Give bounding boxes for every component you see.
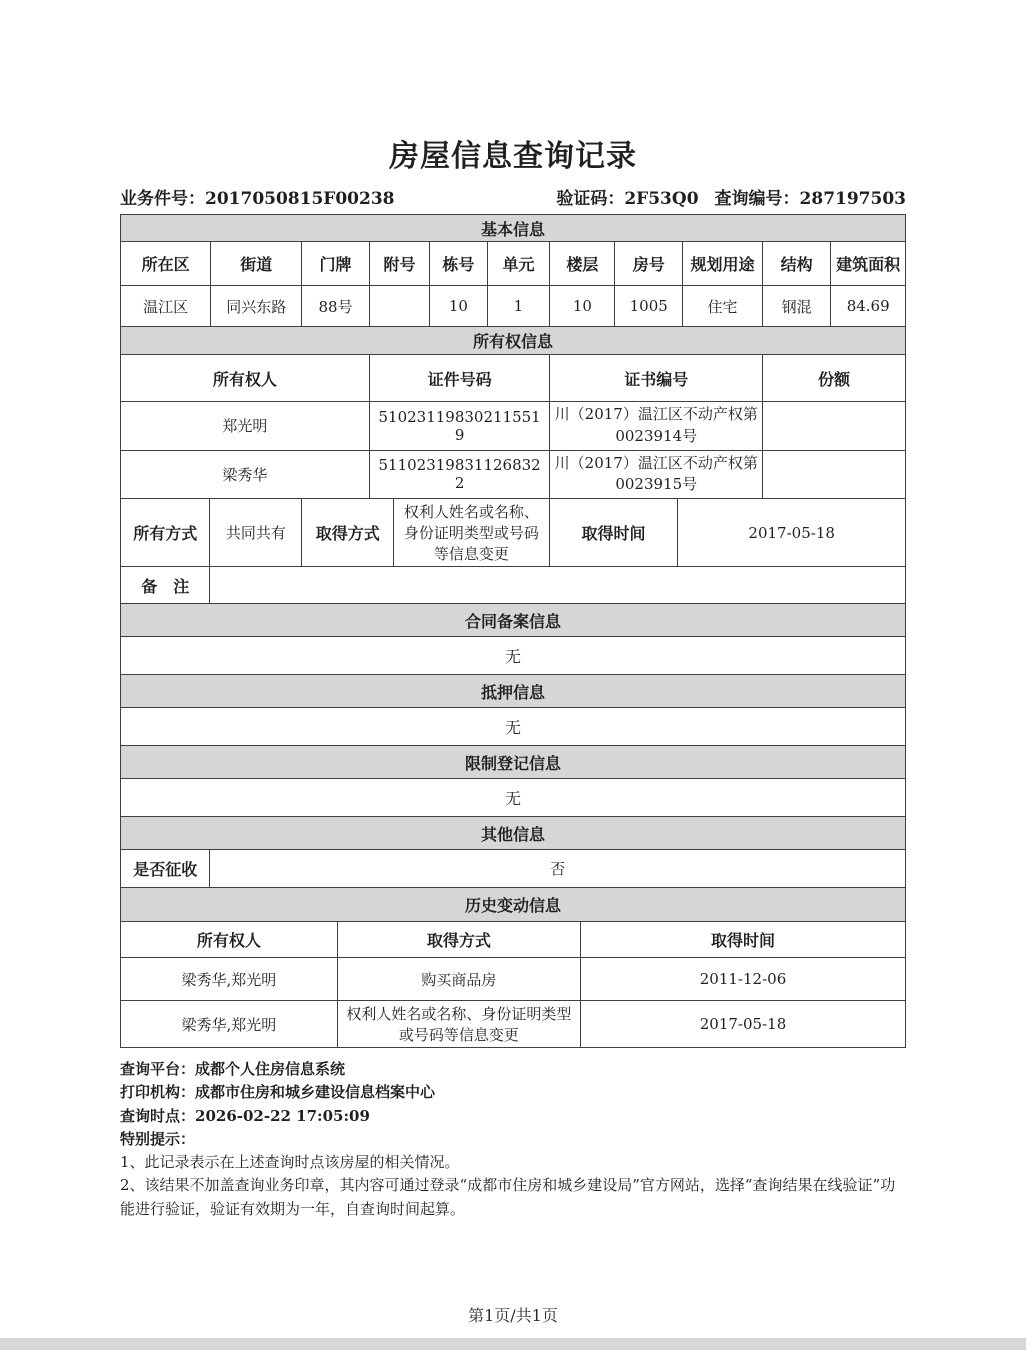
section-header-history: 历史变动信息 <box>120 887 906 922</box>
section-header-ownership: 所有权信息 <box>120 326 906 355</box>
contract-filing-value: 无 <box>120 636 906 675</box>
basic-cell-street: 同兴东路 <box>211 286 302 327</box>
page-title: 房屋信息查询记录 <box>389 139 637 174</box>
query-number-label: 查询编号： <box>714 189 800 209</box>
levy-label: 是否征收 <box>121 850 210 888</box>
query-time-label: 查询时点： <box>120 1106 196 1125</box>
remark-label: 备 注 <box>121 567 210 604</box>
basic-info-header-row <box>121 242 906 286</box>
ownership-mode-row <box>121 499 906 567</box>
query-platform-label: 查询平台： <box>120 1060 196 1078</box>
basic-cell-doorplate: 88号 <box>302 286 370 327</box>
owner-id-number: 510231198302115519 <box>369 402 550 451</box>
acquisition-time-value: 2017-05-18 <box>678 499 906 567</box>
basic-cell-district: 温江区 <box>121 286 211 327</box>
basic-header-doorplate: 门牌 <box>302 242 370 286</box>
history-header-owner: 所有权人 <box>121 922 338 958</box>
owner-name: 梁秀华 <box>121 450 370 499</box>
ownership-mode-value: 共同共有 <box>210 499 302 567</box>
basic-cell-planned-use: 住宅 <box>682 286 762 327</box>
basic-cell-area: 84.69 <box>831 286 906 327</box>
query-platform-value: 成都个人住房信息系统 <box>195 1060 346 1078</box>
section-header-mortgage: 抵押信息 <box>120 674 906 708</box>
basic-header-building: 栋号 <box>430 242 487 286</box>
query-number-value: 287197503 <box>799 189 906 209</box>
ownership-row <box>121 450 906 499</box>
ownership-mode-label: 所有方式 <box>121 499 210 567</box>
history-acq-mode: 权利人姓名或名称、身份证明类型或号码等信息变更 <box>337 1001 580 1048</box>
owner-cert-number: 川（2017）温江区不动产权第0023915号 <box>550 450 763 499</box>
document-footer <box>120 1058 906 1221</box>
document-page <box>120 0 906 1221</box>
history-table <box>120 921 906 1048</box>
basic-header-planned-use: 规划用途 <box>682 242 762 286</box>
levy-table <box>120 849 906 888</box>
section-header-restriction: 限制登记信息 <box>120 745 906 779</box>
business-number-value: 2017050815F00238 <box>205 189 395 209</box>
print-org-line <box>120 1081 906 1104</box>
ownership-header-owner: 所有权人 <box>121 355 370 402</box>
basic-info-table <box>120 241 906 327</box>
acquisition-mode-value: 权利人姓名或名称、身份证明类型或号码等信息变更 <box>394 499 549 567</box>
notice-item-2: 2、该结果不加盖查询业务印章，其内容可通过登录“成都市住房和城乡建设局”官方网站，选择“查询结果在线验证”功能进行验证，验证有效期为一年，自查询时间起算。 <box>120 1176 896 1218</box>
history-owner: 梁秀华,郑光明 <box>121 1001 338 1048</box>
ownership-table <box>120 354 906 499</box>
history-row <box>121 958 906 1001</box>
history-header-acq-time: 取得时间 <box>581 922 906 958</box>
remark-value <box>210 567 906 604</box>
ownership-header-row <box>121 355 906 402</box>
verification-code-label: 验证码： <box>556 189 625 209</box>
business-number-label: 业务件号： <box>120 189 205 209</box>
basic-cell-subno <box>369 286 429 327</box>
page-indicator: 第1页/共1页 <box>468 1306 558 1325</box>
verification-info <box>556 184 906 209</box>
basic-info-data-row <box>121 286 906 327</box>
bottom-strip <box>0 1338 1026 1350</box>
acquisition-time-label: 取得时间 <box>549 499 678 567</box>
owner-share <box>763 402 906 451</box>
business-number <box>120 184 395 209</box>
history-row <box>121 1001 906 1048</box>
acquisition-mode-label: 取得方式 <box>302 499 394 567</box>
ownership-mode-table <box>120 498 906 567</box>
basic-header-unit: 单元 <box>487 242 550 286</box>
restriction-value: 无 <box>120 778 906 817</box>
history-acq-time: 2017-05-18 <box>581 1001 906 1048</box>
query-time-value: 2026-02-22 17:05:09 <box>195 1106 370 1125</box>
owner-name: 郑光明 <box>121 402 370 451</box>
basic-header-room: 房号 <box>615 242 683 286</box>
levy-row <box>121 850 906 888</box>
history-acq-mode: 购买商品房 <box>337 958 580 1001</box>
print-org-value: 成都市住房和城乡建设信息档案中心 <box>195 1083 436 1102</box>
basic-header-subno: 附号 <box>369 242 429 286</box>
ownership-header-share: 份额 <box>763 355 906 402</box>
owner-share <box>763 450 906 499</box>
basic-cell-floor: 10 <box>550 286 615 327</box>
special-notice-label: 特别提示： <box>120 1129 196 1148</box>
query-time-line <box>120 1105 906 1128</box>
levy-value: 否 <box>210 850 906 888</box>
history-header-row <box>121 922 906 958</box>
basic-header-district: 所在区 <box>121 242 211 286</box>
basic-cell-unit: 1 <box>487 286 550 327</box>
basic-cell-room: 1005 <box>615 286 683 327</box>
history-owner: 梁秀华,郑光明 <box>121 958 338 1001</box>
section-header-contract-filing: 合同备案信息 <box>120 603 906 637</box>
basic-cell-building: 10 <box>430 286 487 327</box>
ownership-header-id-number: 证件号码 <box>369 355 550 402</box>
notice-item-1: 1、此记录表示在上述查询时点该房屋的相关情况。 <box>120 1153 460 1171</box>
owner-id-number: 511023198311268322 <box>369 450 550 499</box>
section-header-basic-info: 基本信息 <box>120 214 906 242</box>
ownership-header-cert-number: 证书编号 <box>550 355 763 402</box>
mortgage-value: 无 <box>120 707 906 746</box>
basic-header-structure: 结构 <box>763 242 831 286</box>
query-platform-line <box>120 1058 906 1081</box>
section-header-other-info: 其他信息 <box>120 816 906 850</box>
history-header-acq-mode: 取得方式 <box>337 922 580 958</box>
basic-header-floor: 楼层 <box>550 242 615 286</box>
basic-cell-structure: 钢混 <box>763 286 831 327</box>
print-org-label: 打印机构： <box>120 1083 196 1102</box>
document-meta <box>120 184 906 209</box>
history-acq-time: 2011-12-06 <box>581 958 906 1001</box>
remark-table <box>120 566 906 604</box>
verification-code-value: 2F53Q0 <box>624 189 699 209</box>
basic-header-street: 街道 <box>211 242 302 286</box>
basic-header-area: 建筑面积 <box>831 242 906 286</box>
remark-row <box>121 567 906 604</box>
record-table <box>120 214 906 1048</box>
ownership-row <box>121 402 906 451</box>
owner-cert-number: 川（2017）温江区不动产权第0023914号 <box>550 402 763 451</box>
